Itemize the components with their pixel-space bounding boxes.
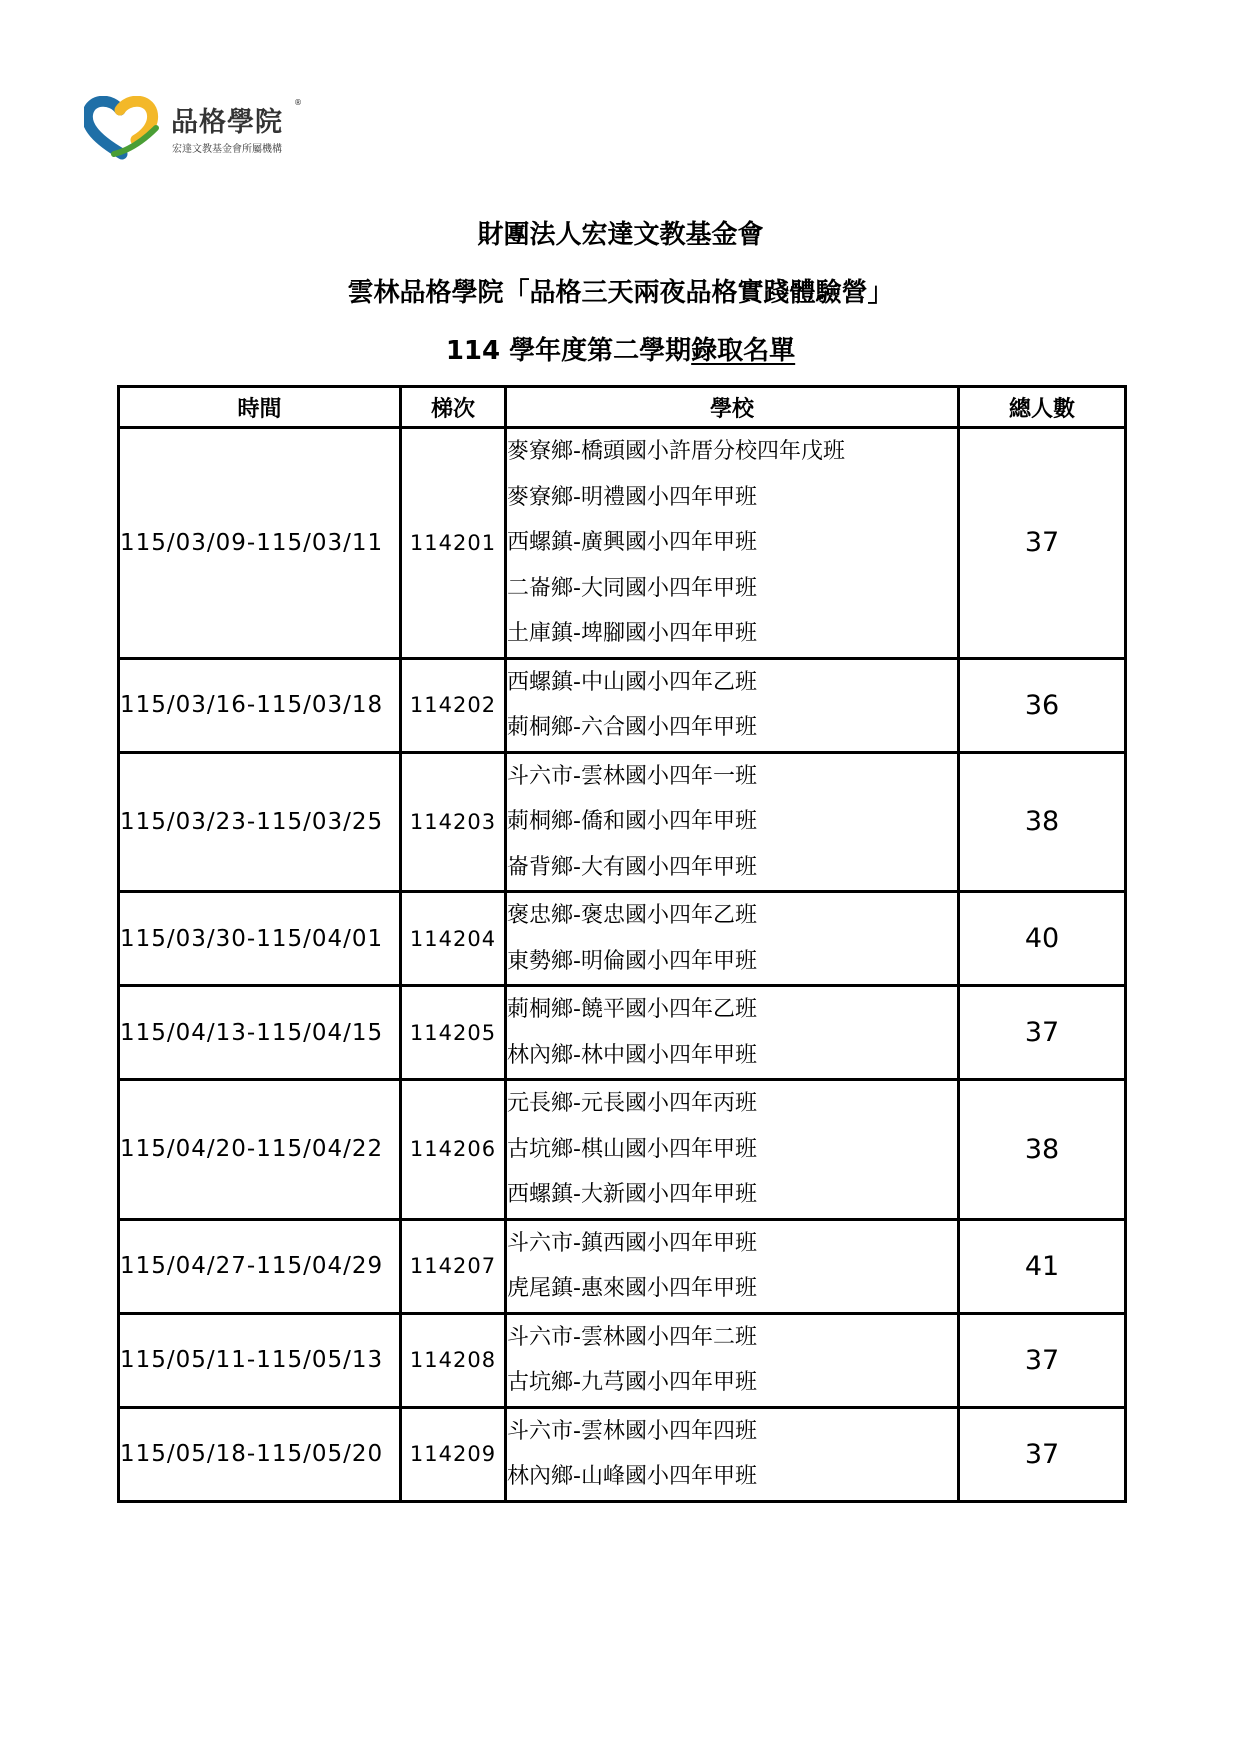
batch-cell: 114201 (401, 428, 506, 659)
document-title-line-3 (0, 330, 1241, 367)
school-item: 古坑鄉-棋山國小四年甲班 (507, 1136, 757, 1162)
batch-cell: 114208 (401, 1313, 506, 1407)
date-cell: 115/04/20-115/04/22 (119, 1080, 401, 1220)
logo-subtitle: 宏達文教基金會所屬機構 (172, 144, 282, 155)
date-cell: 115/03/09-115/03/11 (119, 428, 401, 659)
admission-table (117, 385, 1127, 1503)
date-cell: 115/05/11-115/05/13 (119, 1313, 401, 1407)
header-school: 學校 (506, 387, 959, 428)
table-row (119, 752, 1126, 892)
total-cell: 40 (959, 892, 1126, 986)
school-item: 林內鄉-山峰國小四年甲班 (507, 1464, 757, 1489)
schools-cell (506, 1219, 959, 1313)
school-item: 麥寮鄉-橋頭國小許厝分校四年戊班 (507, 439, 845, 464)
batch-cell: 114203 (401, 752, 506, 892)
school-item: 斗六市-鎮西國小四年甲班 (507, 1230, 757, 1256)
registered-mark: ® (294, 98, 302, 107)
batch-cell: 114206 (401, 1080, 506, 1220)
table-row (119, 658, 1126, 752)
total-cell: 37 (959, 1407, 1126, 1501)
table-row (119, 892, 1126, 986)
date-cell: 115/03/16-115/03/18 (119, 658, 401, 752)
schools-cell (506, 1407, 959, 1501)
table-row (119, 1407, 1126, 1501)
school-item: 古坑鄉-九芎國小四年甲班 (507, 1370, 757, 1395)
batch-cell: 114204 (401, 892, 506, 986)
school-item: 斗六市-雲林國小四年二班 (507, 1324, 757, 1350)
schools-cell (506, 752, 959, 892)
school-item: 元長鄉-元長國小四年丙班 (507, 1091, 757, 1116)
header-time: 時間 (119, 387, 401, 428)
table-row (119, 1080, 1126, 1220)
school-item: 虎尾鎮-惠來國小四年甲班 (507, 1276, 757, 1301)
total-cell: 38 (959, 752, 1126, 892)
school-item: 褒忠鄉-褒忠國小四年乙班 (507, 903, 757, 928)
school-item: 林內鄉-林中國小四年甲班 (507, 1042, 757, 1068)
total-cell: 36 (959, 658, 1126, 752)
school-item: 莿桐鄉-饒平國小四年乙班 (507, 997, 757, 1022)
heart-logo-icon (84, 96, 164, 160)
title-semester: 114 學年度第二學期 (445, 336, 692, 366)
table-row (119, 428, 1126, 659)
document-title-line-2: 雲林品格學院「品格三天兩夜品格實踐體驗營」 (347, 278, 894, 308)
total-cell: 37 (959, 1313, 1126, 1407)
schools-cell (506, 1313, 959, 1407)
date-cell: 115/04/13-115/04/15 (119, 986, 401, 1080)
batch-cell: 114202 (401, 658, 506, 752)
document-title-line-1: 財團法人宏達文教基金會 (477, 220, 764, 250)
table-row (119, 1219, 1126, 1313)
total-cell: 37 (959, 986, 1126, 1080)
school-item: 西螺鎮-中山國小四年乙班 (507, 669, 757, 695)
date-cell: 115/03/23-115/03/25 (119, 752, 401, 892)
batch-cell: 114205 (401, 986, 506, 1080)
school-item: 麥寮鄉-明禮國小四年甲班 (507, 484, 757, 510)
schools-cell (506, 986, 959, 1080)
batch-cell: 114207 (401, 1219, 506, 1313)
logo (84, 96, 324, 166)
school-item: 西螺鎮-廣興國小四年甲班 (507, 530, 757, 555)
header-batch: 梯次 (401, 387, 506, 428)
date-cell: 115/03/30-115/04/01 (119, 892, 401, 986)
school-item: 莿桐鄉-僑和國小四年甲班 (507, 809, 757, 834)
title-underlined: 錄取名單 (691, 336, 796, 366)
date-cell: 115/04/27-115/04/29 (119, 1219, 401, 1313)
total-cell: 41 (959, 1219, 1126, 1313)
school-item: 土庫鎮-埤腳國小四年甲班 (507, 621, 757, 646)
schools-cell (506, 1080, 959, 1220)
school-item: 東勢鄉-明倫國小四年甲班 (507, 948, 757, 974)
schools-cell (506, 658, 959, 752)
school-item: 莿桐鄉-六合國小四年甲班 (507, 715, 757, 740)
logo-name: 品格學院 (171, 107, 283, 138)
school-item: 崙背鄉-大有國小四年甲班 (507, 854, 757, 880)
table-header-row (119, 387, 1126, 428)
header-total: 總人數 (959, 387, 1126, 428)
school-item: 西螺鎮-大新國小四年甲班 (507, 1182, 757, 1207)
total-cell: 37 (959, 428, 1126, 659)
school-item: 斗六市-雲林國小四年一班 (507, 763, 757, 789)
batch-cell: 114209 (401, 1407, 506, 1501)
table-row (119, 986, 1126, 1080)
school-item: 二崙鄉-大同國小四年甲班 (507, 575, 757, 601)
table-row (119, 1313, 1126, 1407)
schools-cell (506, 892, 959, 986)
schools-cell (506, 428, 959, 659)
school-item: 斗六市-雲林國小四年四班 (507, 1418, 757, 1444)
total-cell: 38 (959, 1080, 1126, 1220)
date-cell: 115/05/18-115/05/20 (119, 1407, 401, 1501)
